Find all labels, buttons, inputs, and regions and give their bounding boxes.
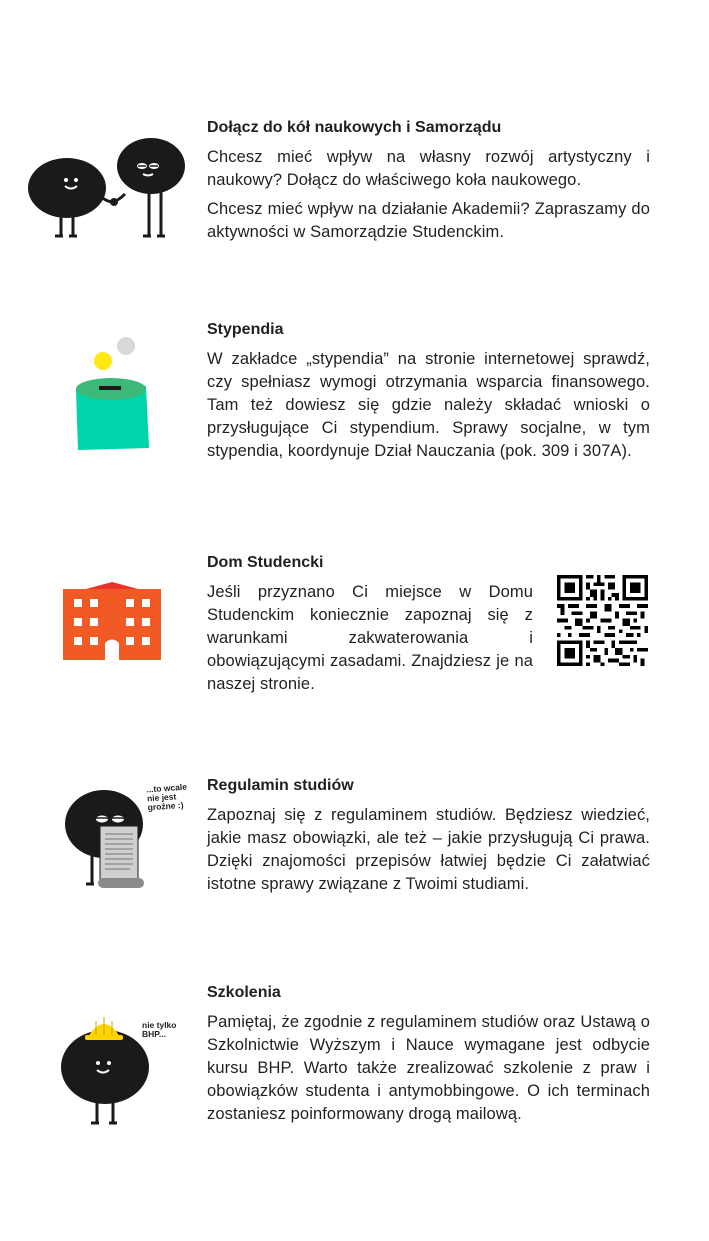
paragraph: Chcesz mieć wpływ na działanie Akademii? Zapraszamy do aktywności w Samorządzie Studenckim.	[207, 200, 650, 241]
section-trainings	[0, 983, 709, 1133]
paragraph: Pamiętaj, że zgodnie z regulaminem studiów oraz Ustawą o Szkolnictwie Wyższym i Nauce wymagane jest odbycie kursu BHP. Warto także zrealizować szkolenie z praw i obowiązków studenta i antymobbingowe. O ich terminach zostaniesz poinformowany drogą mailową.	[207, 1013, 650, 1123]
dormitory-text	[207, 553, 533, 702]
paragraph: Jeśli przyznano Ci miejsce w Domu Studenckim koniecznie zapoznaj się z warunkami zakwaterowania i obowiązującymi zasadami. Znajdziesz je na naszej stronie.	[207, 583, 533, 693]
two-blobs-icon	[25, 136, 190, 241]
section-dormitory	[0, 553, 709, 703]
section-clubs	[0, 118, 709, 258]
piggy-bank-icon	[70, 334, 160, 454]
speech-line: groźne :)	[147, 799, 184, 813]
speech-bubble	[146, 783, 188, 813]
speech-line: nie jest	[146, 791, 177, 804]
section-title: Dołącz do kół naukowych i Samorządu	[207, 119, 502, 136]
speech-bubble	[142, 1021, 176, 1039]
section-title: Stypendia	[207, 321, 284, 338]
paragraph: W zakładce „stypendia” na stronie internetowej sprawdź, czy spełniasz wymogi otrzymania wsparcia finansowego. Tam też dowiesz się gdzie należy składać wnioski o przysługujące Ci stypendium. Sprawy socjalne, w tym stypendia, koordynuje Dział Nauczania (pok. 309 i 307A).	[207, 350, 650, 460]
section-title: Regulamin studiów	[207, 777, 354, 794]
qr-code-icon[interactable]	[557, 575, 648, 666]
section-scholarships	[0, 320, 709, 470]
speech-line: ...to wcale	[146, 781, 188, 795]
scholarships-text	[207, 320, 650, 469]
section-title: Szkolenia	[207, 984, 281, 1001]
paragraph: Zapoznaj się z regulaminem studiów. Będziesz wiedzieć, jakie masz obowiązki, ale też – jakie przysługują Ci prawa. Dzięki znajomości przepisów łatwiej będzie Ci załatwiać istotne sprawy związane z Twoimi studiami.	[207, 806, 650, 893]
reading-blob-icon	[60, 786, 150, 896]
regulations-text	[207, 776, 650, 902]
speech-line: BHP...	[142, 1029, 166, 1039]
section-regulations	[0, 776, 709, 926]
paragraph: Chcesz mieć wpływ na własny rozwój artystyczny i naukowy? Dołącz do właściwego koła naukowego.	[207, 148, 650, 189]
section-title: Dom Studencki	[207, 554, 324, 571]
clubs-text	[207, 118, 650, 250]
speech-line: nie tylko	[142, 1020, 177, 1030]
dormitory-icon	[62, 581, 162, 661]
trainings-text	[207, 983, 650, 1132]
